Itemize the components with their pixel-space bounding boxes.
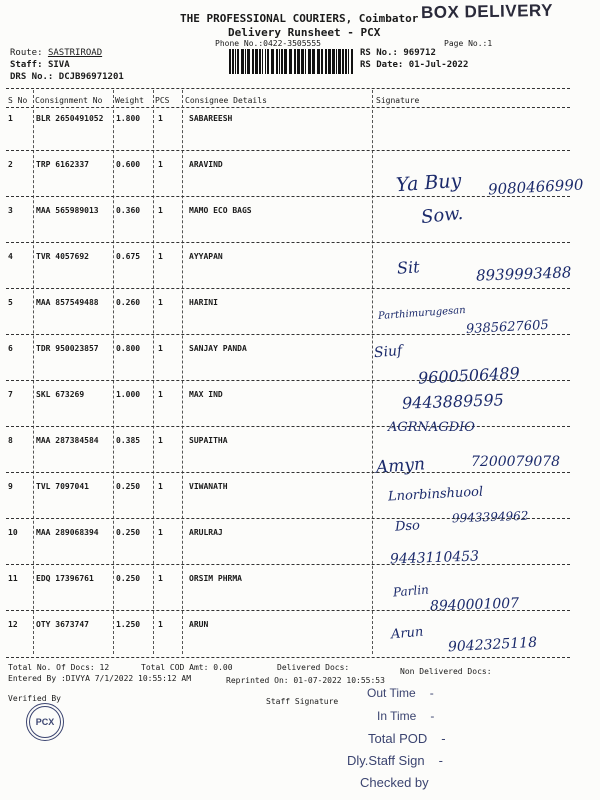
- pcx-logo: [26, 703, 64, 741]
- stamp-mark: -: [430, 709, 435, 723]
- row-handwritten-phone: 9443889595: [401, 390, 505, 413]
- pcx-logo-text: PCX: [35, 717, 55, 727]
- row-consignment-no: MAA 287384584: [36, 436, 99, 445]
- row-divider: [6, 380, 570, 381]
- row-consignee: SUPAITHA: [189, 436, 228, 445]
- barcode-bar: [297, 49, 300, 74]
- barcode-bar: [276, 49, 278, 74]
- barcode-bar: [232, 49, 234, 74]
- barcode-bar: [348, 49, 349, 74]
- row-sno: 2: [8, 160, 13, 169]
- non-delivered-docs: Non Delivered Docs:: [400, 667, 492, 676]
- stamp-mark: -: [441, 731, 446, 746]
- row-signature: Ya Buy: [395, 169, 463, 197]
- col-header-sno: S No: [8, 96, 28, 105]
- barcode-bar: [301, 49, 304, 74]
- row-consignment-no: OTY 3673747: [36, 620, 89, 629]
- staff-value: SIVA: [47, 60, 70, 70]
- barcode-bar: [328, 49, 331, 74]
- stamp-line: [367, 686, 434, 700]
- barcode-bar: [342, 49, 344, 74]
- row-weight: 0.800: [116, 344, 141, 353]
- row-signature: Parlin: [392, 582, 430, 600]
- company-title: THE PROFESSIONAL COURIERS, Coimbator: [180, 12, 419, 25]
- row-consignee: SABAREESH: [189, 114, 233, 123]
- row-pcs: 1: [158, 160, 163, 169]
- row-weight: 0.385: [116, 436, 141, 445]
- barcode-bar: [267, 49, 269, 74]
- table-header-rule: [6, 107, 570, 108]
- row-handwritten-phone: 9080466990: [487, 175, 584, 199]
- rs-date-line: [360, 60, 468, 70]
- row-consignee: VIWANATH: [189, 482, 228, 491]
- col-divider: [182, 90, 183, 654]
- barcode-bar: [289, 49, 292, 74]
- barcode-bar: [247, 49, 250, 74]
- row-signature: Arun: [390, 624, 424, 643]
- row-sno: 4: [8, 252, 13, 261]
- row-signature: Sit: [396, 257, 421, 278]
- row-consignee: AYYAPAN: [189, 252, 223, 261]
- barcode-bar: [265, 49, 266, 74]
- barcode-bar: [271, 49, 274, 74]
- rs-date-value: 01-Jul-2022: [408, 60, 469, 70]
- row-handwritten-phone: 9385627605: [465, 317, 550, 338]
- col-divider: [153, 90, 154, 654]
- barcode-bar: [345, 49, 347, 74]
- row-consignment-no: SKL 673269: [36, 390, 85, 399]
- row-consignment-no: MAA 857549488: [36, 298, 99, 307]
- row-consignment-no: TDR 950023857: [36, 344, 99, 353]
- col-header-pcs: PCS: [155, 96, 170, 105]
- stamp-line: [360, 775, 443, 790]
- row-8-extra-handwriting: AGRNAGDIO: [388, 420, 475, 435]
- barcode-bar: [336, 49, 337, 74]
- barcode-bar: [279, 49, 280, 74]
- row-weight: 1.250: [116, 620, 141, 629]
- col-header-consignee: Consignee Details: [185, 96, 267, 105]
- row-sno: 6: [8, 344, 13, 353]
- row-divider: [6, 426, 570, 427]
- barcode-bar: [262, 49, 263, 74]
- reprinted-on: Reprinted On: 01-07-2022 10:55:53: [226, 676, 385, 685]
- row-pcs: 1: [158, 482, 163, 491]
- row-sno: 8: [8, 436, 13, 445]
- row-handwritten-phone: 9943394962: [451, 508, 529, 526]
- row-sno: 11: [8, 574, 18, 583]
- barcode-bar: [284, 49, 287, 74]
- entered-by: Entered By :DIVYA 7/1/2022 10:55:12 AM: [8, 674, 192, 683]
- barcode-bar: [294, 49, 296, 74]
- row-divider: [6, 518, 570, 519]
- col-header-consignment: Consignment No: [35, 96, 103, 105]
- route-line: [10, 48, 102, 58]
- row-pcs: 1: [158, 390, 163, 399]
- barcode-bar: [237, 49, 239, 74]
- stamp-label: Dly.Staff Sign: [347, 753, 425, 768]
- row-consignment-no: MAA 289068394: [36, 528, 99, 537]
- drs-value: DCJB96971201: [58, 72, 124, 82]
- row-consignment-no: TRP 6162337: [36, 160, 89, 169]
- row-signature: Lnorbinshuool: [387, 484, 484, 505]
- row-consignee: ORSIM PHRMA: [189, 574, 242, 583]
- barcode-bar: [235, 49, 236, 74]
- row-divider: [6, 288, 570, 289]
- col-header-signature: Signature: [376, 96, 420, 105]
- barcode-bar: [252, 49, 254, 74]
- col-divider: [372, 90, 373, 654]
- row-consignment-no: EDQ 17396761: [36, 574, 94, 583]
- row-weight: 0.250: [116, 528, 141, 537]
- row-divider: [6, 242, 570, 243]
- barcode-bar: [255, 49, 258, 74]
- row-divider: [6, 196, 570, 197]
- row-divider: [6, 334, 570, 335]
- row-sno: 5: [8, 298, 13, 307]
- row-consignment-no: MAA 565989013: [36, 206, 99, 215]
- row-consignee: MAX IND: [189, 390, 223, 399]
- row-weight: 0.675: [116, 252, 141, 261]
- barcode-bar: [332, 49, 335, 74]
- row-sno: 10: [8, 528, 18, 537]
- row-weight: 0.250: [116, 574, 141, 583]
- total-docs: Total No. Of Docs: 12: [8, 663, 110, 672]
- row-sno: 9: [8, 482, 13, 491]
- row-consignment-no: TVR 4057692: [36, 252, 89, 261]
- box-delivery-stamp: BOX DELIVERY: [420, 0, 554, 23]
- barcode-bar: [351, 49, 353, 74]
- col-divider: [113, 90, 114, 654]
- stamp-label: Total POD: [368, 731, 428, 746]
- drs-label: DRS No.:: [10, 72, 54, 82]
- total-cod: Total COD Amt: 0.00: [141, 663, 233, 672]
- row-pcs: 1: [158, 206, 163, 215]
- route-label: Route:: [10, 48, 43, 58]
- row-sno: 12: [8, 620, 18, 629]
- barcode-bar: [259, 49, 261, 74]
- row-pcs: 1: [158, 574, 163, 583]
- staff-label: Staff:: [10, 60, 43, 70]
- barcode-bar: [312, 49, 315, 74]
- row-consignee: SANJAY PANDA: [189, 344, 247, 353]
- row-pcs: 1: [158, 252, 163, 261]
- row-sno: 7: [8, 390, 13, 399]
- row-consignee: ARAVIND: [189, 160, 223, 169]
- row-signature: Sow.: [420, 202, 465, 229]
- row-pcs: 1: [158, 114, 163, 123]
- row-pcs: 1: [158, 436, 163, 445]
- stamp-label: Checked by: [360, 775, 429, 790]
- stamp-mark: -: [429, 686, 434, 700]
- footer-rule: [6, 657, 570, 658]
- stamp-line: [377, 709, 434, 723]
- row-pcs: 1: [158, 344, 163, 353]
- row-weight: 0.360: [116, 206, 141, 215]
- barcode-bar: [338, 49, 341, 74]
- row-consignee: ARULRAJ: [189, 528, 223, 537]
- barcode-bar: [317, 49, 320, 74]
- staff-signature: Staff Signature: [266, 697, 339, 706]
- barcode-bar: [241, 49, 244, 74]
- row-handwritten-phone: 7200079078: [471, 454, 561, 470]
- row-divider: [6, 150, 570, 151]
- verified-by: Verified By: [8, 694, 61, 703]
- barcode-bar: [321, 49, 323, 74]
- barcode-bar: [245, 49, 246, 74]
- row-handwritten-phone: 9443110453: [389, 548, 480, 568]
- stamp-mark: -: [438, 753, 443, 768]
- row-pcs: 1: [158, 528, 163, 537]
- runsheet-title: Delivery Runsheet - PCX: [228, 26, 381, 39]
- rs-no-label: RS No.:: [360, 48, 398, 58]
- row-weight: 1.000: [116, 390, 141, 399]
- row-pcs: 1: [158, 298, 163, 307]
- row-signature: Dso: [394, 518, 421, 535]
- row-signature: Parthimurugesan: [377, 304, 466, 323]
- table-top-rule: [6, 88, 570, 89]
- row-weight: 1.800: [116, 114, 141, 123]
- row-handwritten-phone: 9042325118: [447, 634, 538, 656]
- rs-no-value: 969712: [403, 48, 436, 58]
- row-pcs: 1: [158, 620, 163, 629]
- col-divider: [33, 90, 34, 654]
- barcode-bar: [325, 49, 327, 74]
- row-signature: Siuf: [373, 342, 403, 362]
- row-consignee: MAMO ECO BAGS: [189, 206, 252, 215]
- row-weight: 0.260: [116, 298, 141, 307]
- row-weight: 0.250: [116, 482, 141, 491]
- phone-number: Phone No.:0422-3505555: [215, 39, 321, 48]
- route-value: SASTRIROAD: [47, 48, 103, 58]
- row-signature: Amyn: [375, 454, 426, 478]
- staff-line: [10, 60, 70, 70]
- row-handwritten-phone: 8939993488: [475, 263, 572, 285]
- barcode-bar: [229, 49, 231, 74]
- barcode-bar: [305, 49, 306, 74]
- stamp-label: In Time: [377, 709, 417, 723]
- row-consignment-no: TVL 7097041: [36, 482, 89, 491]
- row-divider: [6, 610, 570, 611]
- row-handwritten-phone: 9600506489: [417, 363, 521, 388]
- barcode-bar: [308, 49, 311, 74]
- row-divider: [6, 472, 570, 473]
- col-header-weight: Weight: [115, 96, 144, 105]
- delivered-docs: Delivered Docs:: [277, 663, 350, 672]
- barcode-icon: [229, 49, 355, 74]
- row-consignee: HARINI: [189, 298, 218, 307]
- page-number: Page No.:1: [444, 39, 493, 48]
- row-weight: 0.600: [116, 160, 141, 169]
- row-consignee: ARUN: [189, 620, 209, 629]
- barcode-bar: [281, 49, 283, 74]
- rs-no-line: [360, 48, 436, 58]
- row-consignment-no: BLR 2650491052: [36, 114, 104, 123]
- rs-date-label: RS Date:: [360, 60, 404, 70]
- row-sno: 3: [8, 206, 13, 215]
- row-sno: 1: [8, 114, 13, 123]
- stamp-line: [347, 753, 443, 768]
- stamp-label: Out Time: [367, 686, 416, 700]
- row-divider: [6, 564, 570, 565]
- row-handwritten-phone: 8940001007: [429, 595, 520, 615]
- stamp-line: [368, 731, 446, 746]
- drs-line: [10, 72, 124, 82]
